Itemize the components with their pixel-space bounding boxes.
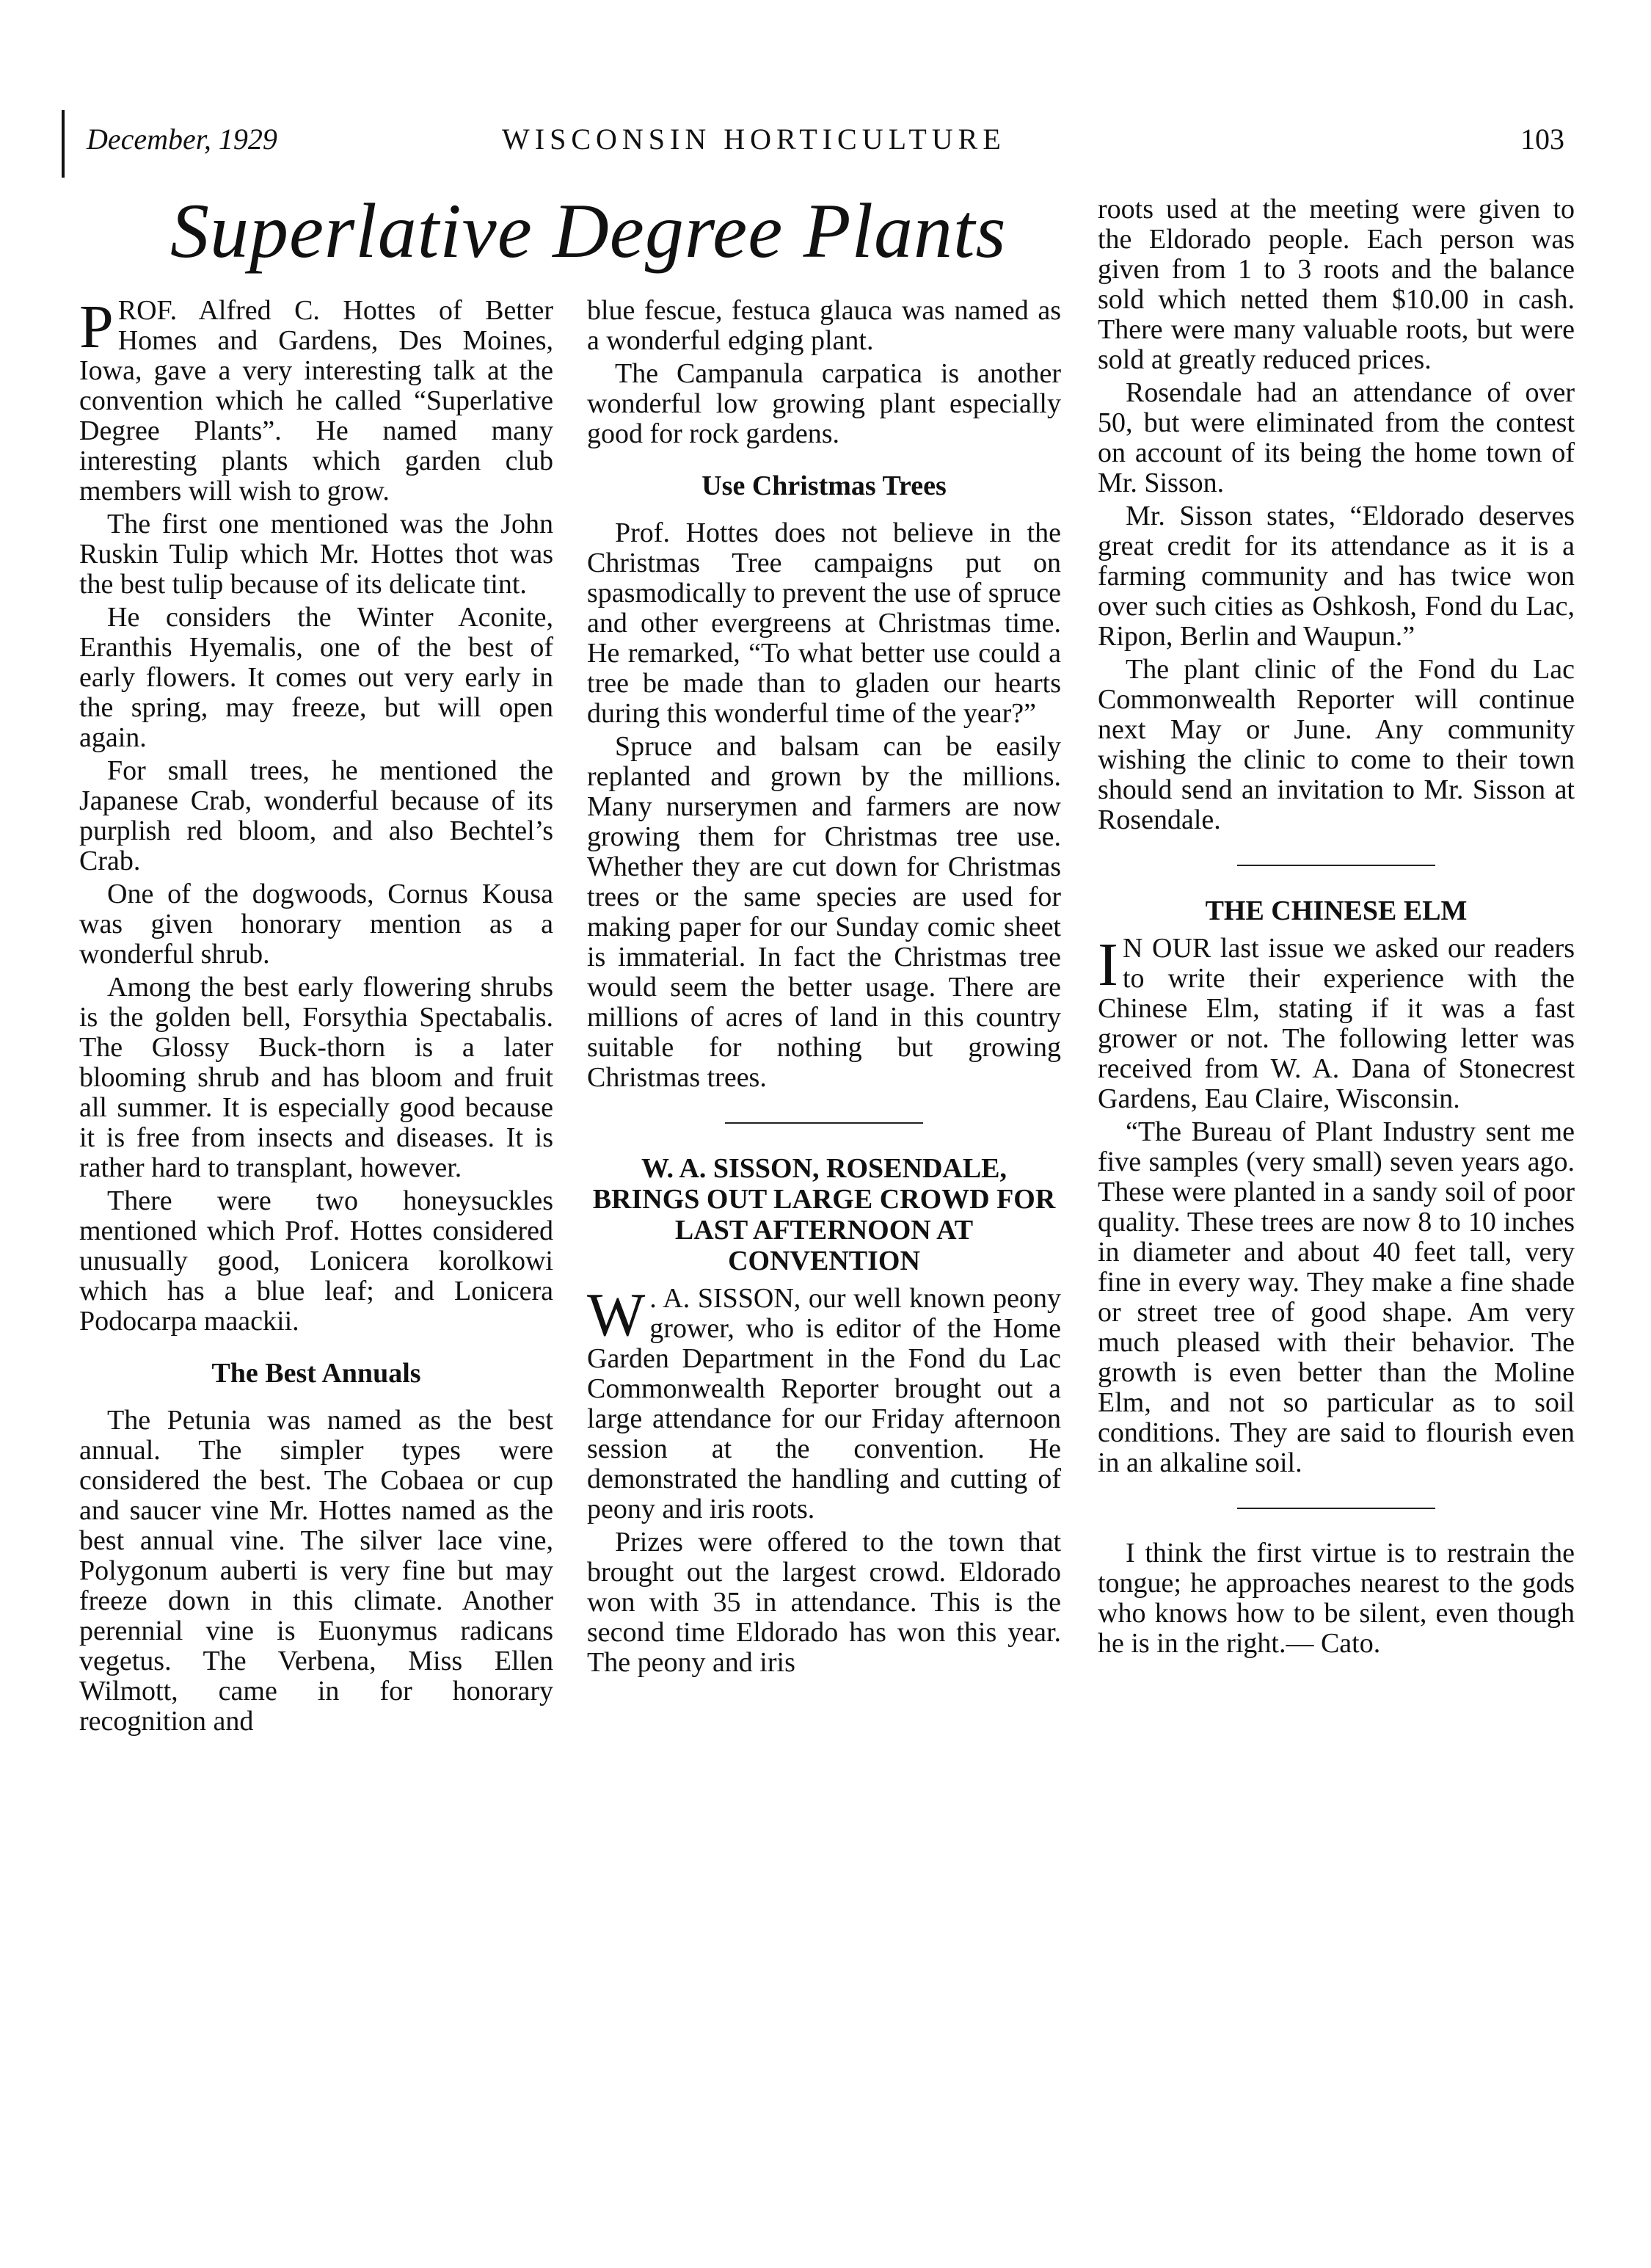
page-number: 103 <box>1520 123 1564 156</box>
drop-cap: I <box>1098 931 1118 999</box>
paragraph: The plant clinic of the Fond du Lac Commonwealth Reporter will continue next May or June. Any community wishing the clinic to come to their town should send an invitation to Mr. Sisson at Rosendale. <box>1098 654 1575 835</box>
paragraph: Prizes were offered to the town that brought out the largest crowd. Eldorado won with 35 in attendance. This is the second time Eldorado has won this year. The peony and iris <box>587 1527 1061 1678</box>
paragraph: Among the best early flowering shrubs is the golden bell, Forsythia Spectabalis. The Glossy Buck-thorn is a later blooming shrub and has bloom and fruit all summer. It is especially good because it is free from insects and diseases. It is rather hard to transplant, however. <box>79 972 553 1183</box>
paragraph: Prof. Hottes does not believe in the Christmas Tree campaigns put on spasmodically to prevent the use of spruce and other evergreens at Christmas time. He remarked, “To what better use could a tree be made than to gladen our hearts during this wonderful time of the year?” <box>587 517 1061 729</box>
article-title: Superlative Degree Plants <box>170 188 1007 274</box>
paragraph: The first one mentioned was the John Ruskin Tulip which Mr. Hottes thot was the best tulip because of its delicate tint. <box>79 509 553 600</box>
elm-paragraph: I N OUR last issue we asked our readers to write their experience with the Chinese Elm, stating if it was a fast grower or not. The following letter was received from W. A. Dana of Stonecrest Gardens, Eau Claire, Wisconsin. <box>1098 931 1575 1114</box>
paragraph: roots used at the meeting were given to the Eldorado people. Each person was given from 1 to 3 roots and the balance sold which netted them $10.00 in cash. There were many valuable roots, but were sold at greatly reduced prices. <box>1098 194 1575 375</box>
paragraph: The Campanula carpatica is another wonderful low growing plant especially good for rock gardens. <box>587 358 1061 449</box>
drop-cap: W <box>587 1281 646 1349</box>
elm-headline: THE CHINESE ELM <box>1205 895 1468 926</box>
paragraph: There were two honeysuckles mentioned which Prof. Hottes considered unusually good, Lonicera korolkowi which has a blue leaf; and Lonicera Podocarpa maackii. <box>79 1185 553 1337</box>
section-divider <box>725 1122 923 1124</box>
paragraph: “The Bureau of Plant Industry sent me five samples (very small) seven years ago. These were planted in a sandy soil of poor quality. These trees are now 8 to 10 inches in diameter and about 40 feet tall, very fine in every way. They make a fine shade or street tree of good shape. Am very much pleased with their behavior. The growth is even better than the Moline Elm, and not so particular as to soil conditions. They are said to flourish even in an alkaline soil. <box>1098 1116 1575 1478</box>
drop-cap: P <box>79 293 114 361</box>
paragraph: Mr. Sisson states, “Eldorado deserves great credit for its attendance as it is a farming community and has twice won over such cities as Oshkosh, Fond du Lac, Ripon, Berlin and Waupun.” <box>1098 501 1575 652</box>
issue-date: December, 1929 <box>87 123 277 156</box>
column-1 <box>79 293 553 1740</box>
subheading-christmas: Use Christmas Trees <box>701 470 947 501</box>
subheading-annuals: The Best Annuals <box>211 1358 421 1389</box>
sisson-paragraph: W . A. SISSON, our well known peony grower, who is editor of the Home Garden Department in the Fond du Lac Commonwealth Reporter brought out a large attendance for our Friday afternoon session at the convention. He demonstrated the handling and cutting of peony and iris roots. <box>587 1281 1061 1524</box>
sisson-headline: W. A. SISSON, ROSENDALE, BRINGS OUT LARGE CROWD FOR LAST AFTERNOON AT CONVENTION <box>592 1153 1056 1276</box>
column-3 <box>1098 195 1575 1662</box>
paragraph: One of the dogwoods, Cornus Kousa was given honorary mention as a wonderful shrub. <box>79 879 553 970</box>
section-divider <box>1237 1508 1435 1509</box>
margin-rule <box>62 110 65 178</box>
paragraph: The Petunia was named as the best annual. The simpler types were considered the best. The Cobaea or cup and saucer vine Mr. Hottes named as the best annual vine. The silver lace vine, Polygonum auberti is very fine but may freeze down in this climate. Another perennial vine is Euonymus radicans vegetus. The Verbena, Miss Ellen Wilmott, came in for honorary recognition and <box>79 1405 553 1737</box>
paragraph: He considers the Winter Aconite, Eranthis Hyemalis, one of the best of early flowers. It comes out very early in the spring, may freeze, but will open again. <box>79 602 553 753</box>
intro-paragraph: PROF. Alfred C. Hottes of Better Homes and Gardens, Des Moines, Iowa, gave a very interesting talk at the convention which he called “Superlative Degree Plants”. He named many interesting plants which garden club members will wish to grow. <box>79 293 553 506</box>
paragraph: Spruce and balsam can be easily replanted and grown by the millions. Many nurserymen and farmers are now growing them for Christmas tree use. Whether they are cut down for Christmas trees or the same species are used for making paper for our Sunday comic sheet is immaterial. In fact the Christmas tree would seem the better usage. There are millions of acres of land in this country suitable for nothing but growing Christmas trees. <box>587 731 1061 1093</box>
paragraph: Rosendale had an attendance of over 50, but were eliminated from the contest on account of its being the home town of Mr. Sisson. <box>1098 377 1575 498</box>
quote-paragraph: I think the first virtue is to restrain the tongue; he approaches nearest to the gods who knows how to be silent, even though he is in the right.— Cato. <box>1098 1538 1575 1659</box>
publication-title: WISCONSIN HORTICULTURE <box>502 123 1006 156</box>
section-divider <box>1237 865 1435 866</box>
paragraph: blue fescue, festuca glauca was named as a wonderful edging plant. <box>587 295 1061 356</box>
paragraph: For small trees, he mentioned the Japanese Crab, wonderful because of its purplish red bloom, and also Bechtel’s Crab. <box>79 755 553 876</box>
column-2 <box>587 296 1061 1681</box>
